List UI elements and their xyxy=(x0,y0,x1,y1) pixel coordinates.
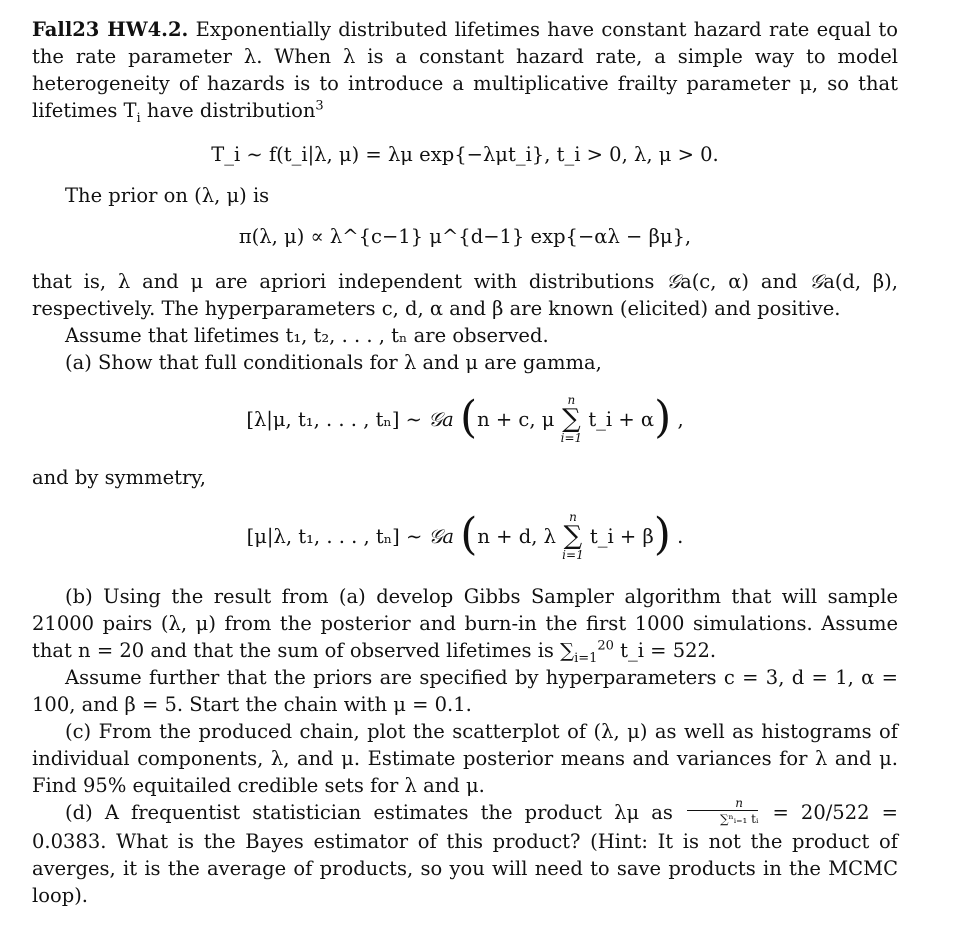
problem-heading: Fall23 HW4.2. xyxy=(32,18,189,41)
eq4-tail: t_i + β xyxy=(589,525,654,548)
mu-conditional-equation: [μ|λ, t₁, . . . , tₙ] ∼ 𝒢a (n + d, λ n ∑ i=1 t_i + β) . xyxy=(246,508,684,562)
part-c: (c) From the produced chain, plot the scatterplot of (λ, μ) as well as histograms of individual components, λ, and μ. Estimate posterior means and variances for λ and μ. Find 95% equitailed credible sets for λ and μ. xyxy=(32,720,898,797)
gamma-symbol: 𝒢a xyxy=(428,525,455,548)
part-d xyxy=(32,795,898,909)
paren-left: ( xyxy=(460,508,478,560)
eq4-left: [μ|λ, t₁, . . . , tₙ] ∼ xyxy=(246,525,429,548)
prior-equation xyxy=(32,223,898,250)
gamma-symbol: 𝒢a xyxy=(428,408,454,431)
sum-upper-inline: 20 xyxy=(597,638,614,654)
sum-operator xyxy=(562,510,584,562)
apriori-paragraph xyxy=(32,268,898,322)
sigma-symbol: ∑ xyxy=(563,520,583,551)
sum-lower-inline: i=1 xyxy=(574,650,598,666)
sigma-symbol: ∑ xyxy=(562,403,581,434)
intro-text: Exponentially distributed lifetimes have constant hazard rate equal to the rate parameter λ. When λ is a constant hazard rate, a simple way to model heterogeneity of hazards is to introduce a multiplicative frailty parameter μ, so that lifetimes T xyxy=(32,18,898,122)
sum-lower: i=1 xyxy=(560,430,583,445)
gamma-symbol: 𝒢 xyxy=(666,270,681,293)
part-b-hyperparameters: Assume further that the priors are specified by hyperparameters c = 3, d = 1, α = 100, and β = 5. Start the chain with μ = 0.1. xyxy=(32,666,898,716)
eq4-args: n + d, λ xyxy=(477,525,556,548)
likelihood-equation-text: T_i ∼ f(t_i|λ, μ) = λμ exp{−λμt_i}, t_i > 0, λ, μ > 0. xyxy=(211,143,719,166)
eq3-tail: t_i + α xyxy=(588,408,655,431)
frequentist-fraction xyxy=(687,797,758,825)
intro-text-end: have distribution xyxy=(140,99,316,122)
paren-right: ) xyxy=(654,391,672,443)
prior-intro: The prior on (λ, μ) is xyxy=(65,184,270,207)
part-b-text: (b) Using the result from (a) develop Gibbs Sampler algorithm that will sample 21000 pairs (λ, μ) from the posterior and burn-in the first 1000 simulations. Assume that n = 20 and that the sum of observed lifetimes is xyxy=(32,585,898,662)
lambda-conditional-equation: [λ|μ, t₁, . . . , tₙ] ∼ 𝒢a (n + c, μ n ∑ i=1 t_i + α) , xyxy=(246,391,684,445)
apriori-text-c: a(d, β), respectively. The hyperparameters c, d, α and β are known (elicited) and positive. xyxy=(32,270,898,320)
apriori-text-b: a(c, α) and xyxy=(680,270,810,293)
homework-problem xyxy=(32,16,898,909)
intro-paragraph xyxy=(32,16,898,124)
likelihood-equation xyxy=(32,141,898,168)
sum-lower: i=1 xyxy=(562,547,584,562)
eq3-left: [λ|μ, t₁, . . . , tₙ] ∼ xyxy=(246,408,429,431)
fraction-denominator: ∑ⁿᵢ₌₁ tᵢ xyxy=(719,811,759,826)
prior-equation-text: π(λ, μ) ∝ λ^{c−1} μ^{d−1} exp{−αλ − βμ}, xyxy=(238,225,692,248)
part-b-sum: t_i = 522. xyxy=(620,639,717,662)
paren-right: ) xyxy=(653,508,671,560)
part-b: (b) Using the result from (a) develop Gibbs Sampler algorithm that will sample 21000 pairs (λ, μ) from the posterior and burn-in the first 1000 simulations. Assume that n = 20 and that the sum of observed lifetimes is $\sum_{i=1}^{20}$ t_i = 522. xyxy=(32,585,898,666)
part-d-text-b: = 20/522 = 0.0383. What is the Bayes estimator of this product? (Hint: It is not the product of averges, it is the average of products, so you will need to save products in the MCMC loop). xyxy=(32,801,898,907)
gamma-symbol: 𝒢 xyxy=(809,270,824,293)
fraction-numerator: n xyxy=(687,797,758,811)
symmetry-line: and by symmetry, xyxy=(32,466,206,489)
sum-upper: n xyxy=(567,392,576,407)
assume-observed: Assume that lifetimes t₁, t₂, . . . , tₙ are observed. xyxy=(65,324,549,347)
sum-operator xyxy=(561,393,583,445)
apriori-text-a: that is, λ and μ are apriori independent with distributions xyxy=(32,270,667,293)
eq3-args: n + c, μ xyxy=(477,408,555,431)
footnote-mark: 3 xyxy=(315,98,324,114)
part-a: (a) Show that full conditionals for λ and μ are gamma, xyxy=(65,351,602,374)
part-d-text-a: (d) A frequentist statistician estimates the product λμ as xyxy=(65,801,685,824)
paren-left: ( xyxy=(459,391,478,443)
sum-upper: n xyxy=(569,509,577,524)
intro-subscript: i xyxy=(136,110,141,126)
